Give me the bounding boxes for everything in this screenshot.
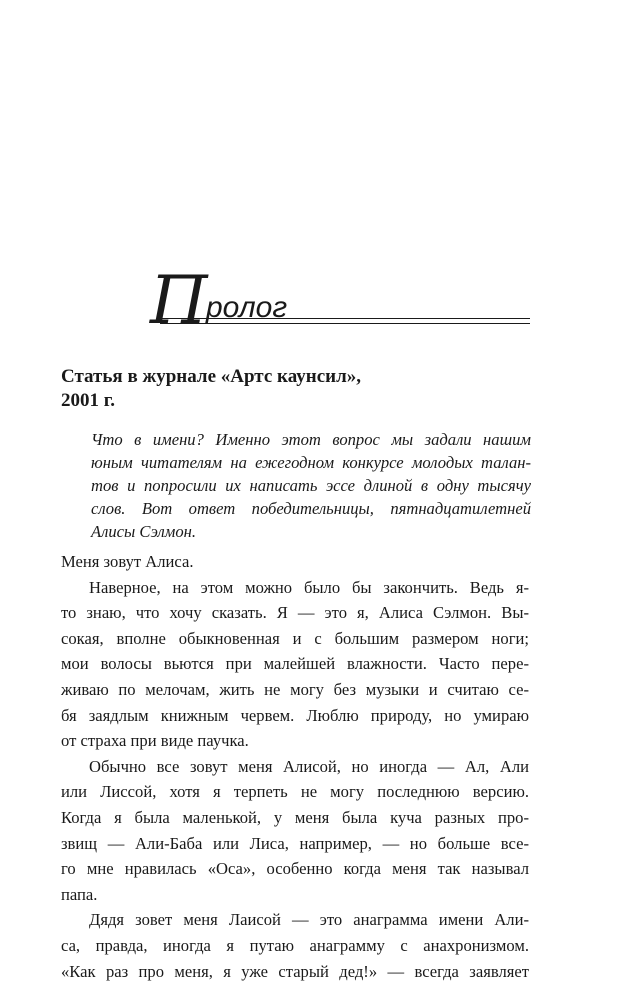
essay-body xyxy=(61,549,529,984)
body-line: сокая, вполне обыкновенная и с большим размером ноги; xyxy=(61,628,529,648)
heading-rule-lower xyxy=(160,323,530,324)
body-line: папа. xyxy=(61,884,98,904)
body-line: го мне нравилась «Оса», особенно когда меня так называл xyxy=(61,859,529,879)
body-line: то знаю, что хочу сказать. Я — это я, Алиса Сэлмон. Вы- xyxy=(61,603,529,623)
body-line: бя заядлым книжным червем. Люблю природу, но умираю xyxy=(61,705,529,725)
lead-line: юным читателям на ежегодном конкурсе молодых талан- xyxy=(91,453,531,472)
body-line: Меня зовут Алиса. xyxy=(61,552,194,571)
body-line: живаю по мелочам, жить не могу без музыки и считаю се- xyxy=(61,679,529,699)
body-line: Наверное, на этом можно было бы закончить. Ведь я- xyxy=(89,577,529,597)
chapter-heading xyxy=(150,262,530,339)
lead-line: Что в имени? Именно этот вопрос мы задали нашим xyxy=(91,430,531,449)
body-line: Дядя зовет меня Лаисой — это анаграмма имени Али- xyxy=(89,910,529,930)
body-line: звищ — Али-Баба или Лиса, например, — но больше все- xyxy=(61,833,529,853)
chapter-drop-initial: П xyxy=(150,262,202,339)
body-line: мои волосы вьются при малейшей влажности. Часто пере- xyxy=(61,654,529,674)
article-title-line: Статья в журнале «Артс каунсил», xyxy=(61,366,361,387)
body-line: от страха при виде паучка. xyxy=(61,731,249,751)
lead-line: Алисы Сэлмон. xyxy=(91,522,197,541)
body-line: или Лиссой, хотя я терпеть не могу последнюю версию. xyxy=(61,782,529,802)
body-line: «Как раз про меня, я уже старый дед!» — всегда заявляет xyxy=(61,961,529,981)
chapter-title: ролог xyxy=(206,291,288,324)
editorial-lead xyxy=(91,428,531,543)
body-line: Когда я была маленькой, у меня была куча разных про- xyxy=(61,807,529,827)
article-title xyxy=(61,365,401,413)
lead-line: тов и попросили их написать эссе длиной в одну тысячу xyxy=(91,476,531,495)
article-title-line: 2001 г. xyxy=(61,390,115,411)
heading-rule-upper xyxy=(160,318,530,319)
body-line: са, правда, иногда я путаю анаграмму с анахронизмом. xyxy=(61,935,529,955)
lead-line: слов. Вот ответ победительницы, пятнадцатилетней xyxy=(91,499,531,518)
body-line: Обычно все зовут меня Алисой, но иногда — Ал, Али xyxy=(89,756,529,776)
